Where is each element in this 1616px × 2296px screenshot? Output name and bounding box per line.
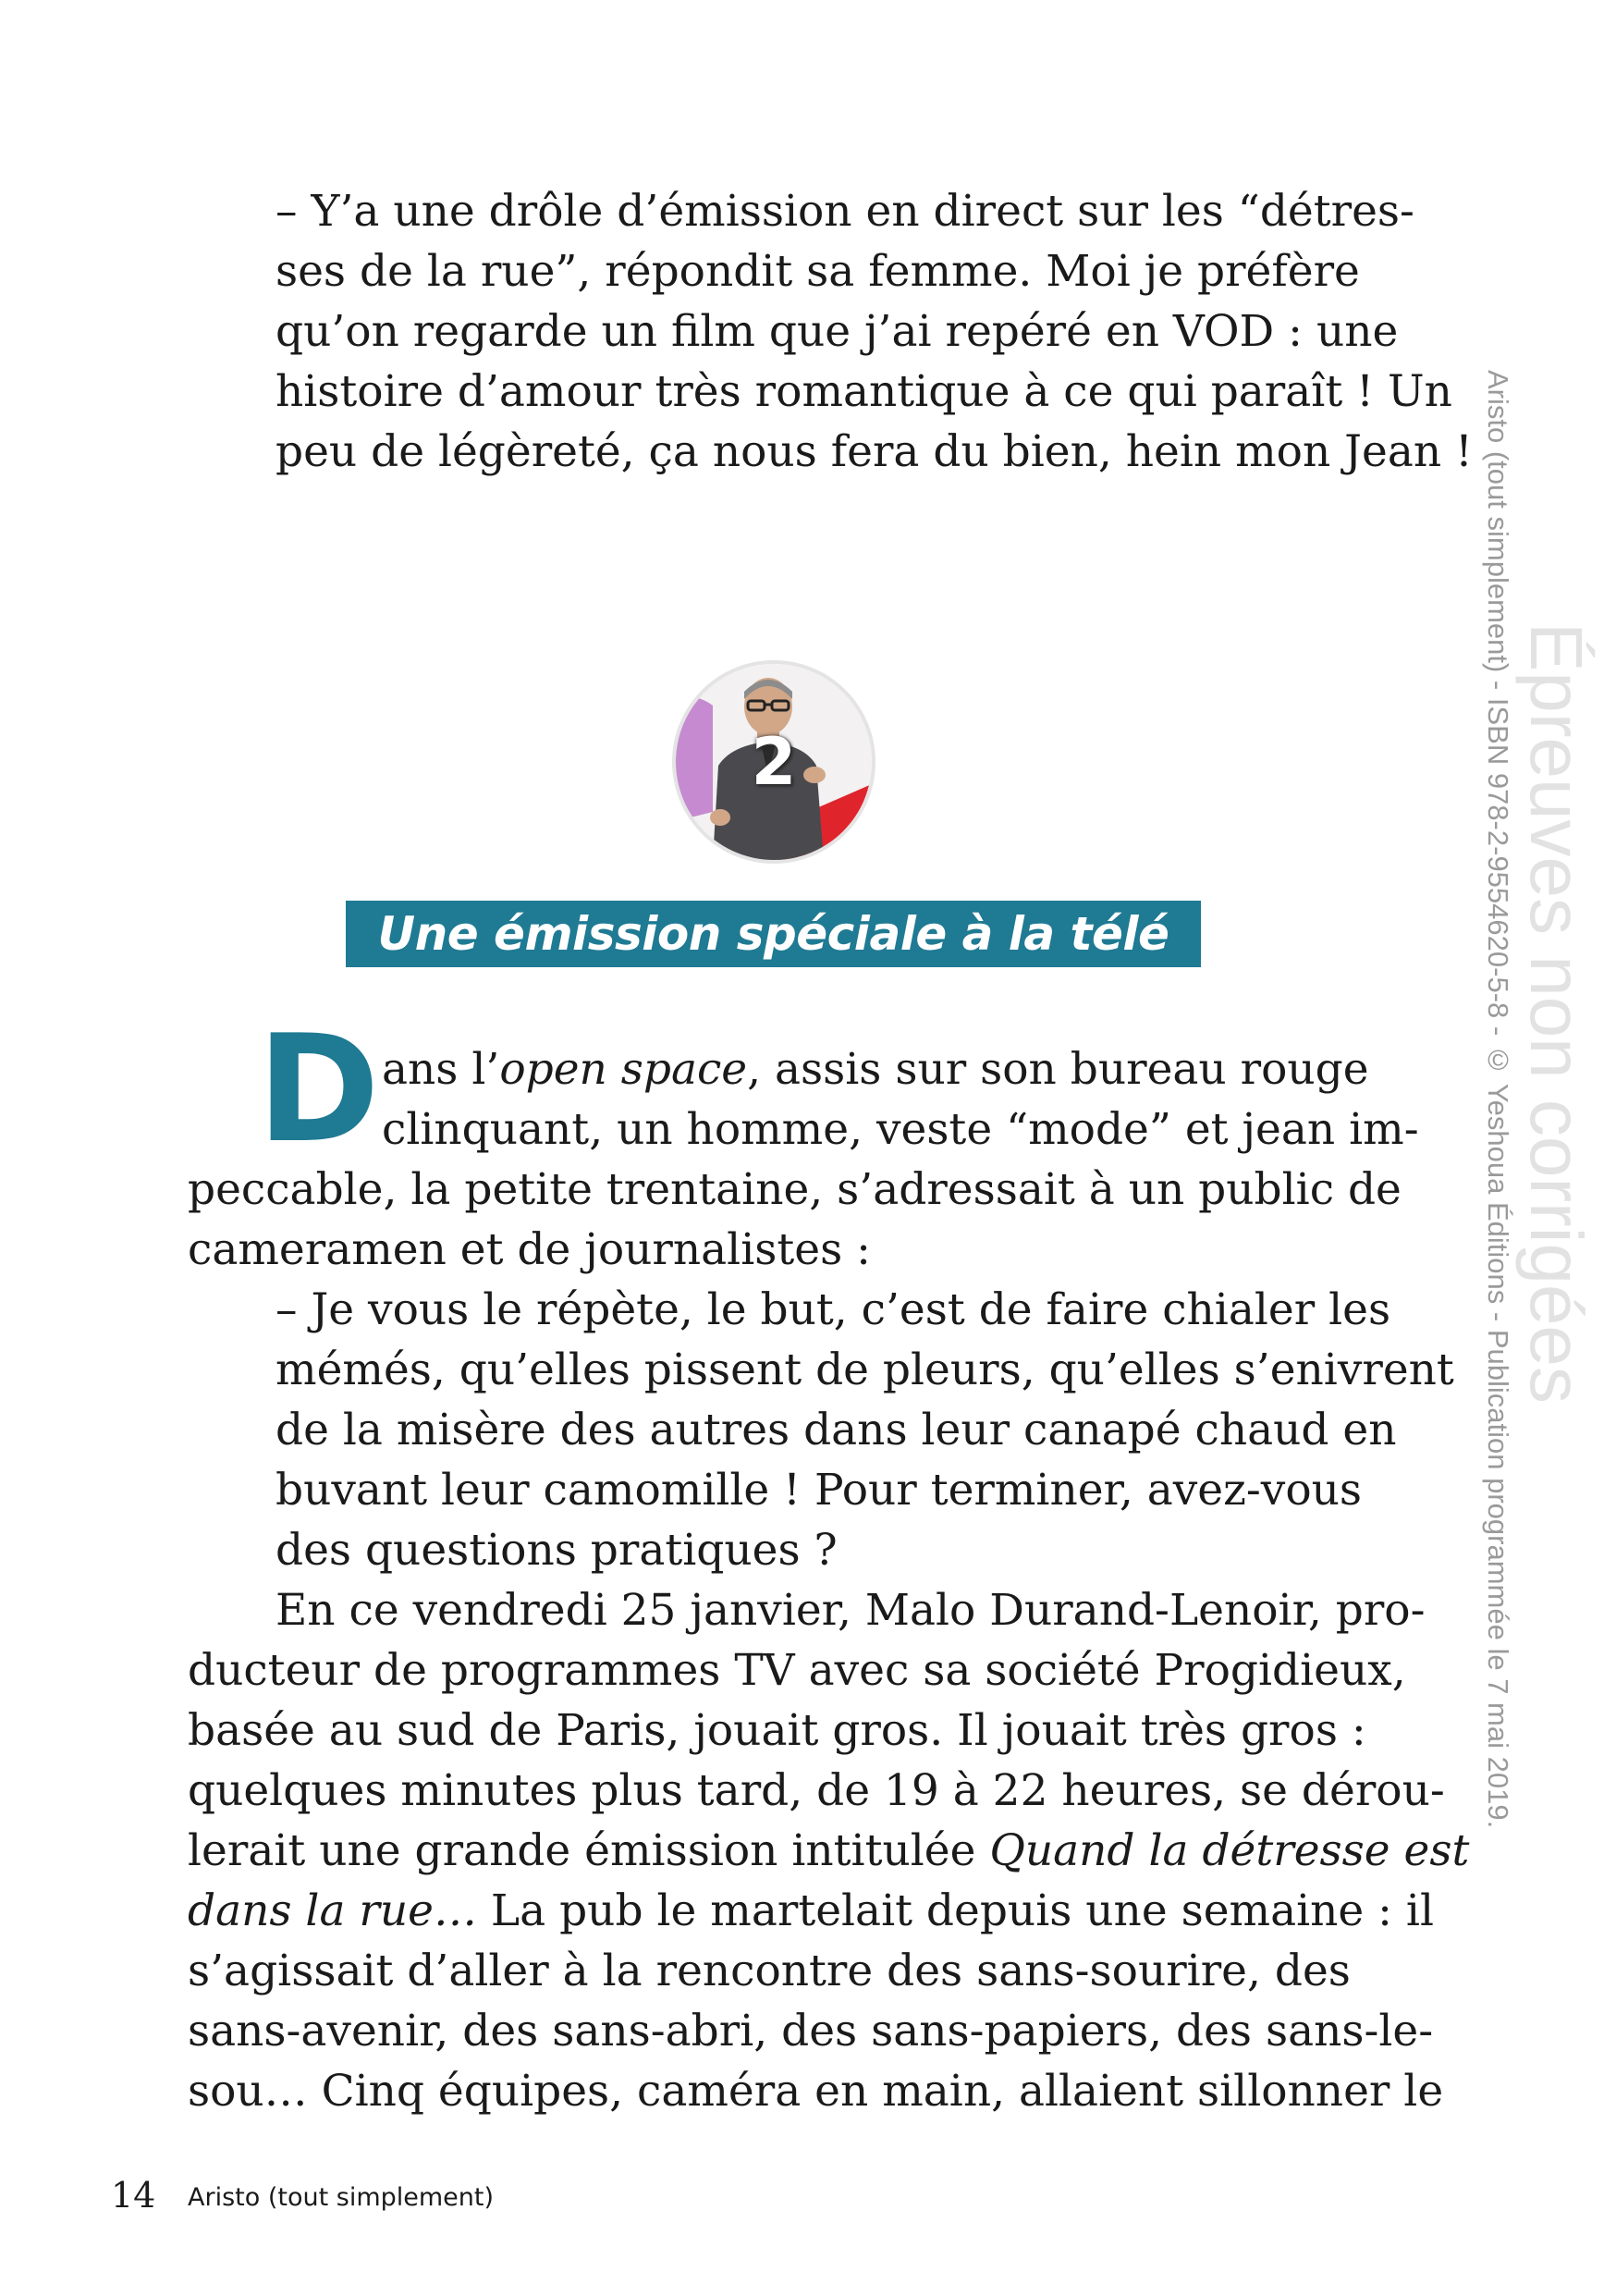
- text-line: s’agissait d’aller à la rencontre des sans-sourire, des: [188, 1946, 1351, 1996]
- text-line: ducteur de programmes TV avec sa société Progidieux,: [188, 1645, 1406, 1696]
- italic-text: Quand la détresse est: [989, 1825, 1470, 1876]
- text-line: sans-avenir, des sans-abri, des sans-papiers, des sans-le-: [188, 2006, 1434, 2057]
- paragraph: [188, 1039, 1419, 1280]
- text-line: En ce vendredi 25 janvier, Malo Durand-Lenoir, pro-: [275, 1585, 1426, 1636]
- text-line: histoire d’amour très romantique à ce qui paraît ! Un: [275, 366, 1452, 417]
- dialogue-paragraph: [275, 1280, 1454, 1580]
- text-line: de la misère des autres dans leur canapé chaud en: [275, 1405, 1397, 1455]
- text-line: clinquant, un homme, veste “mode” et jean im-: [382, 1104, 1419, 1155]
- text-line: basée au sud de Paris, jouait gros. Il jouait très gros :: [188, 1705, 1366, 1756]
- watermark-copyright: Aristo (tout simplement) - ISBN 978-2-9554620-5-8 - © Yeshoua Éditions - Publication programmée le 7 mai 2019.: [1482, 370, 1514, 1829]
- text-line: [382, 1039, 1369, 1099]
- intro-paragraph: [275, 181, 1473, 482]
- text-line: peccable, la petite trentaine, s’adressait à un public de: [188, 1164, 1402, 1215]
- page-number: 14: [111, 2175, 156, 2216]
- text-line: ses de la rue”, répondit sa femme. Moi je préfère: [275, 246, 1360, 297]
- text-line: peu de légèreté, ça nous fera du bien, hein mon Jean !: [275, 426, 1473, 477]
- text-line: buvant leur camomille ! Pour terminer, avez-vous: [275, 1465, 1362, 1516]
- text-run: lerait une grande émission intitulée: [188, 1825, 990, 1876]
- text-run: , assis sur son bureau rouge: [747, 1044, 1369, 1095]
- text-line: qu’on regarde un film que j’ai repéré en VOD : une: [275, 306, 1399, 357]
- text-line: des questions pratiques ?: [275, 1525, 838, 1576]
- italic-text: dans la rue…: [188, 1885, 477, 1936]
- text-line: – Je vous le répète, le but, c’est de faire chialer les: [275, 1284, 1391, 1335]
- text-line: – Y’a une drôle d’émission en direct sur les “détres-: [275, 186, 1414, 237]
- text-line: mémés, qu’elles pissent de pleurs, qu’elles s’enivrent: [275, 1344, 1454, 1395]
- text-run: ans l’: [382, 1044, 500, 1095]
- chapter-title: Une émission spéciale à la télé: [346, 901, 1201, 967]
- text-line: quelques minutes plus tard, de 19 à 22 heures, se dérou-: [188, 1765, 1445, 1816]
- text-line: cameramen et de journalistes :: [188, 1224, 871, 1275]
- text-run: La pub le martelait depuis une semaine : il: [476, 1885, 1434, 1936]
- text-line: [188, 1821, 1470, 1881]
- chapter-emblem: [672, 660, 875, 864]
- watermark-proof: Épreuves non corrigées: [1515, 622, 1598, 1404]
- paragraph: [188, 1580, 1470, 2121]
- text-line: [188, 1881, 1434, 1941]
- text-line: sou… Cinq équipes, caméra en main, allaient sillonner le: [188, 2066, 1444, 2117]
- drop-cap: D: [257, 1002, 380, 1175]
- running-title: Aristo (tout simplement): [188, 2183, 495, 2212]
- chapter-number: 2: [751, 724, 797, 800]
- italic-text: open space: [499, 1044, 748, 1095]
